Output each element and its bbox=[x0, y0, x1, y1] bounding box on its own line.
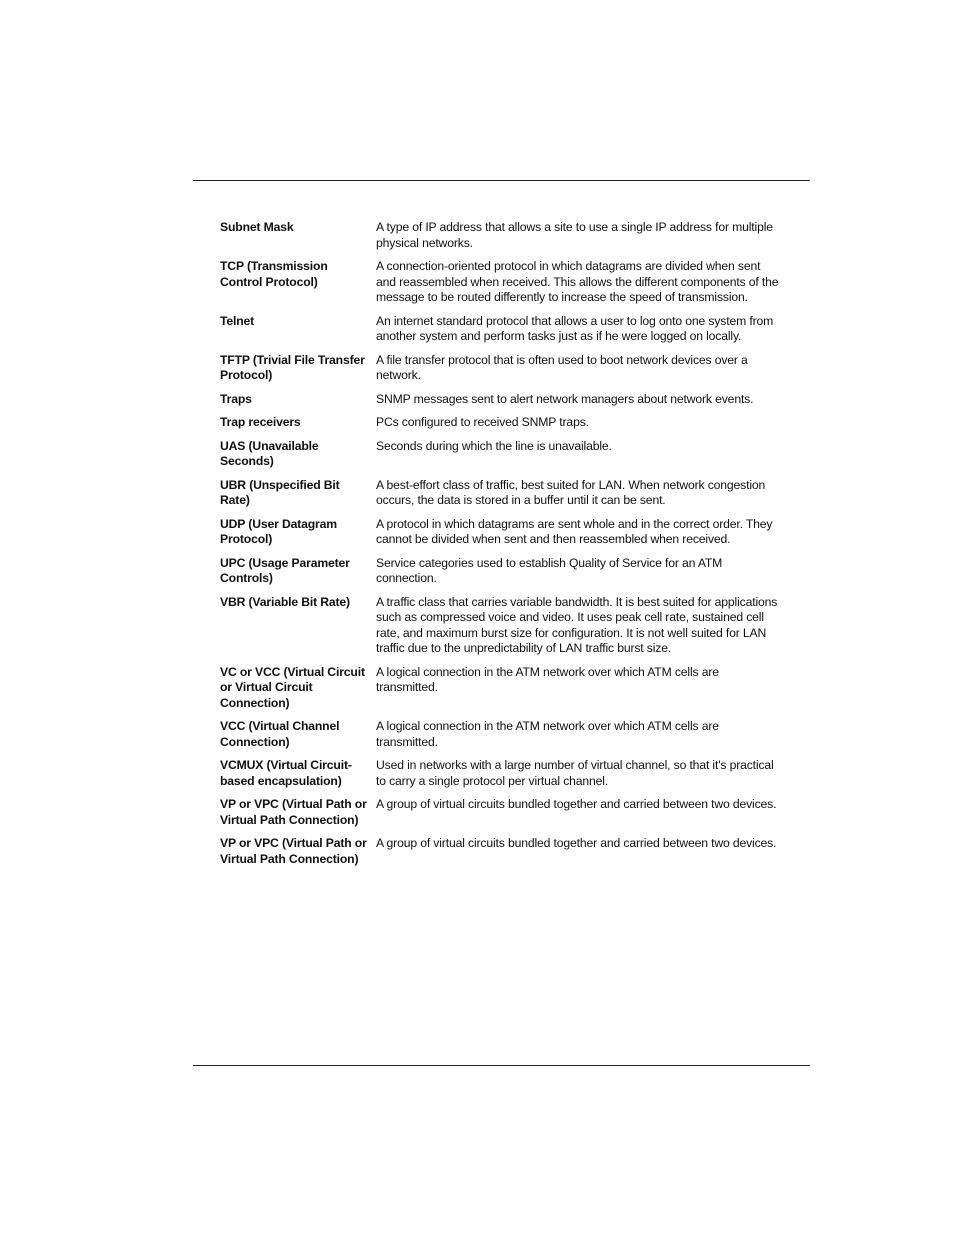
glossary-entry bbox=[220, 439, 780, 470]
glossary-entry bbox=[220, 478, 780, 509]
glossary-entry bbox=[220, 665, 780, 712]
glossary-definition: Used in networks with a large number of virtual channel, so that it's practical to carry a single protocol per virtual channel. bbox=[376, 758, 774, 788]
glossary-term: VCC (Virtual Channel Connection) bbox=[220, 719, 340, 749]
glossary-entry bbox=[220, 836, 780, 867]
glossary-term: Trap receivers bbox=[220, 415, 301, 429]
glossary-entry bbox=[220, 758, 780, 789]
header-rule bbox=[193, 180, 810, 181]
glossary-definition: SNMP messages sent to alert network managers about network events. bbox=[376, 391, 754, 406]
glossary-term: VP or VPC (Virtual Path or Virtual Path Connection) bbox=[220, 797, 367, 827]
glossary-definition: A logical connection in the ATM network over which ATM cells are transmitted. bbox=[376, 719, 719, 749]
glossary-definition: A type of IP address that allows a site to use a single IP address for multiple physical networks. bbox=[376, 220, 773, 250]
glossary-term: VP or VPC (Virtual Path or Virtual Path Connection) bbox=[220, 836, 367, 866]
glossary-definition: Service categories used to establish Quality of Service for an ATM connection. bbox=[376, 555, 723, 585]
glossary-term: VC or VCC (Virtual Circuit or Virtual Circuit Connection) bbox=[220, 664, 365, 710]
glossary-definition: A connection-oriented protocol in which datagrams are divided when sent and reassembled when received. This allows the different components of the message to be routed differently to increase the speed of transmission. bbox=[376, 259, 779, 304]
glossary-term: TCP (Transmission Control Protocol) bbox=[220, 259, 328, 289]
glossary-entry bbox=[220, 314, 780, 345]
glossary-definition: A best-effort class of traffic, best suited for LAN. When network congestion occurs, the data is stored in a buffer until it can be sent. bbox=[376, 477, 766, 507]
glossary-entry bbox=[220, 353, 780, 384]
glossary-term: UAS (Unavailable Seconds) bbox=[220, 438, 319, 468]
glossary-definition: A traffic class that carries variable bandwidth. It is best suited for applications such as compressed voice and video. It uses peak cell rate, sustained cell rate, and maximum burst size for configuration. It is not well suited for LAN traffic due to the unpredictability of LAN traffic burst size. bbox=[376, 594, 778, 655]
glossary-term: UDP (User Datagram Protocol) bbox=[220, 516, 337, 546]
glossary-entry bbox=[220, 797, 780, 828]
glossary-term: VBR (Variable Bit Rate) bbox=[220, 594, 350, 609]
glossary-list bbox=[220, 220, 780, 875]
glossary-term: TFTP (Trivial File Transfer Protocol) bbox=[220, 352, 365, 382]
glossary-entry bbox=[220, 392, 780, 408]
glossary-definition: An internet standard protocol that allows a user to log onto one system from another system and perform tasks just as if he were logged on locally. bbox=[376, 313, 774, 343]
glossary-term: Telnet bbox=[220, 313, 255, 328]
glossary-definition: A protocol in which datagrams are sent whole and in the correct order. They cannot be divided when sent and then reassembled when received. bbox=[376, 516, 773, 546]
glossary-definition: A file transfer protocol that is often used to boot network devices over a network. bbox=[376, 352, 748, 382]
glossary-term: Traps bbox=[220, 391, 252, 406]
glossary-entry bbox=[220, 220, 780, 251]
footer-rule bbox=[193, 1065, 810, 1066]
glossary-definition: A logical connection in the ATM network over which ATM cells are transmitted. bbox=[376, 664, 719, 694]
glossary-term: VCMUX (Virtual Circuit-based encapsulation) bbox=[220, 758, 352, 788]
glossary-entry bbox=[220, 517, 780, 548]
glossary-term: UPC (Usage Parameter Controls) bbox=[220, 555, 350, 585]
glossary-entry bbox=[220, 259, 780, 306]
glossary-entry bbox=[220, 595, 780, 657]
glossary-definition: A group of virtual circuits bundled together and carried between two devices. bbox=[376, 797, 777, 811]
glossary-entry bbox=[220, 719, 780, 750]
glossary-definition: A group of virtual circuits bundled together and carried between two devices. bbox=[376, 836, 777, 850]
glossary-definition: PCs configured to received SNMP traps. bbox=[376, 415, 589, 429]
glossary-definition: Seconds during which the line is unavailable. bbox=[376, 438, 612, 453]
glossary-entry bbox=[220, 415, 780, 431]
glossary-entry bbox=[220, 556, 780, 587]
glossary-term: UBR (Unspecified Bit Rate) bbox=[220, 477, 340, 507]
glossary-term: Subnet Mask bbox=[220, 220, 294, 234]
